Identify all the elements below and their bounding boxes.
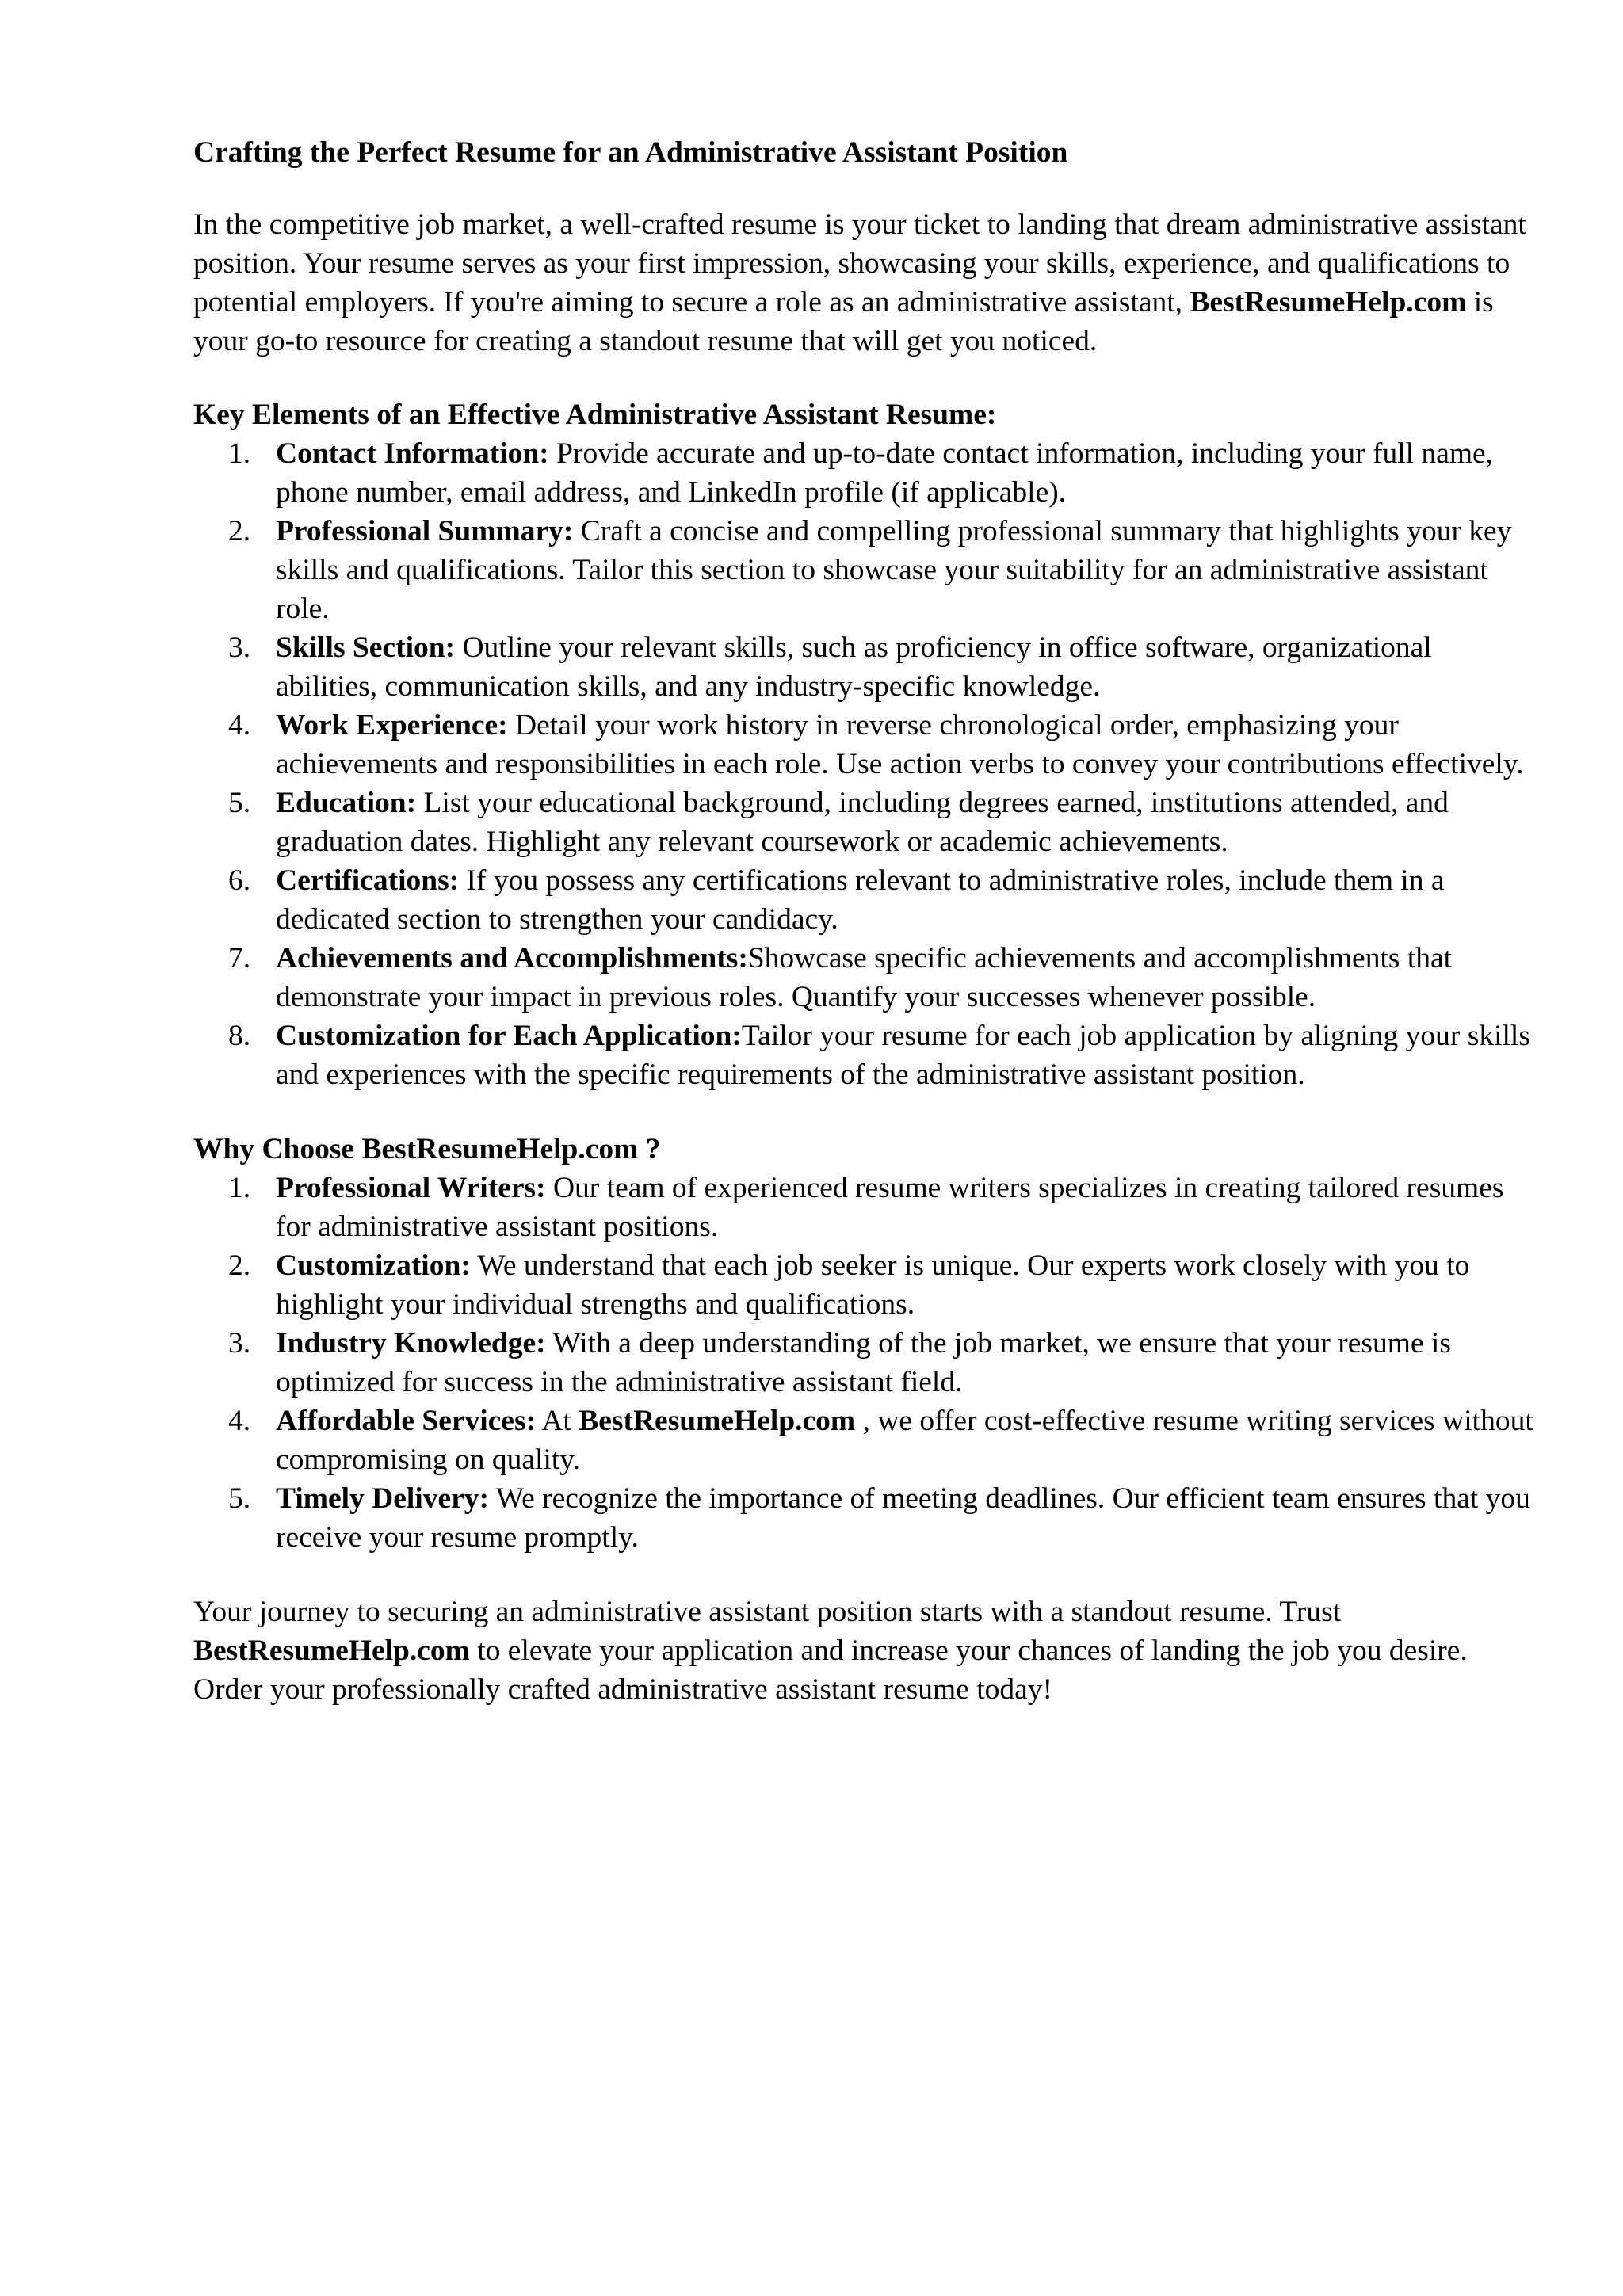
list-item-label: Timely Delivery: xyxy=(276,1482,490,1515)
list-item-text: Craft a concise and compelling professional summary that highlights your key skills and qualifications. Tailor this section to showcase your suitability for an administrative assistant role. xyxy=(276,515,1512,625)
list-item-text: We recognize the importance of meeting deadlines. Our efficient team ensures that you receive your resume promptly. xyxy=(276,1482,1530,1554)
list-item-number: 4. xyxy=(228,709,251,742)
intro-brand: BestResumeHelp.com xyxy=(1190,286,1467,318)
list-item-number: 2. xyxy=(228,515,251,547)
list-item-text: Our team of experienced resume writers specializes in creating tailored resumes for administrative assistant positions. xyxy=(276,1172,1504,1243)
list-item-text: List your educational background, including degrees earned, institutions attended, and graduation dates. Highlight any relevant coursework or academic achievements. xyxy=(276,787,1449,858)
list-item xyxy=(193,1479,1541,1557)
document-page xyxy=(193,133,1541,1709)
list-item xyxy=(193,434,1541,512)
document-title: Crafting the Perfect Resume for an Administrative Assistant Position xyxy=(193,136,1068,169)
list-item-number: 7. xyxy=(228,942,251,974)
list-item-label: Customization: xyxy=(276,1249,471,1282)
list-item-label: Education: xyxy=(276,787,417,819)
closing-paragraph xyxy=(193,1592,1541,1709)
list-item-text: Tailor your resume for each job application by aligning your skills and experiences with the specific requirements of the administrative assistant position. xyxy=(276,1020,1530,1091)
list-item xyxy=(193,784,1541,861)
list-item-text: Outline your relevant skills, such as proficiency in office software, organizational abilities, communication skills, and any industry-specific knowledge. xyxy=(276,631,1432,703)
list-item-label: Contact Information: xyxy=(276,437,549,470)
list-item-number: 3. xyxy=(228,1327,251,1360)
list-item-text: If you possess any certifications relevant to administrative roles, include them in a dedicated section to strengthen your candidacy. xyxy=(276,864,1445,936)
list-item-label: Skills Section: xyxy=(276,631,456,664)
list-item-number: 8. xyxy=(228,1020,251,1052)
list-item-number: 4. xyxy=(228,1405,251,1437)
list-item-label: Professional Summary: xyxy=(276,515,574,547)
key-elements-heading: Key Elements of an Effective Administrative Assistant Resume: xyxy=(193,399,997,431)
list-item-number: 6. xyxy=(228,864,251,897)
list-item xyxy=(193,939,1541,1016)
list-item-label: Certifications: xyxy=(276,864,460,897)
intro-paragraph xyxy=(193,205,1541,360)
list-item xyxy=(193,1169,1541,1246)
list-item-number: 1. xyxy=(228,1172,251,1204)
list-item-label: Industry Knowledge: xyxy=(276,1327,546,1360)
closing-text-before: Your journey to securing an administrative assistant position starts with a standout resume. Trust xyxy=(193,1596,1342,1628)
list-item-text: With a deep understanding of the job market, we ensure that your resume is optimized for success in the administrative assistant field. xyxy=(276,1327,1451,1398)
list-item-number: 3. xyxy=(228,631,251,664)
list-item-label: Customization for Each Application: xyxy=(276,1020,742,1052)
key-elements-list xyxy=(193,434,1541,1094)
closing-brand: BestResumeHelp.com xyxy=(193,1634,470,1667)
list-item-label: Achievements and Accomplishments: xyxy=(276,942,748,974)
closing-text-after: to elevate your application and increase your chances of landing the job you desire. Order your professionally crafted administrative assistant resume today! xyxy=(193,1634,1468,1706)
list-item xyxy=(193,1246,1541,1324)
list-item xyxy=(193,1324,1541,1402)
list-item-text: , we offer cost-effective resume writing services without compromising on quality. xyxy=(276,1405,1533,1476)
list-item xyxy=(193,706,1541,784)
why-choose-list xyxy=(193,1169,1541,1557)
list-item xyxy=(193,1016,1541,1094)
list-item-text-before: At xyxy=(536,1405,579,1437)
list-item-text: Provide accurate and up-to-date contact information, including your full name, phone number, email address, and LinkedIn profile (if applicable). xyxy=(276,437,1494,509)
list-item-number: 2. xyxy=(228,1249,251,1282)
list-item-label: Affordable Services: xyxy=(276,1405,537,1437)
list-item-text: We understand that each job seeker is unique. Our experts work closely with you to highlight your individual strengths and qualifications. xyxy=(276,1249,1470,1321)
intro-text-after: is your go-to resource for creating a standout resume that will get you noticed. xyxy=(193,286,1494,357)
list-item-label: Professional Writers: xyxy=(276,1172,546,1204)
list-item xyxy=(193,628,1541,706)
intro-text-before: In the competitive job market, a well-crafted resume is your ticket to landing that dream administrative assistant position. Your resume serves as your first impression, showcasing your skills, experience, and qualifications to potential employers. If you're aiming to secure a role as an administrative assistant, xyxy=(193,208,1526,318)
list-item xyxy=(193,512,1541,628)
list-item-label: Work Experience: xyxy=(276,709,508,742)
list-item-number: 5. xyxy=(228,787,251,819)
why-choose-heading: Why Choose BestResumeHelp.com ? xyxy=(193,1133,661,1165)
list-item-number: 1. xyxy=(228,437,251,470)
list-item-text: Detail your work history in reverse chronological order, emphasizing your achievements and responsibilities in each role. Use action verbs to convey your contributions effectively. xyxy=(276,709,1524,780)
list-item xyxy=(193,1402,1541,1479)
list-item-number: 5. xyxy=(228,1482,251,1515)
list-item-brand: BestResumeHelp.com xyxy=(579,1405,856,1437)
list-item-text: Showcase specific achievements and accomplishments that demonstrate your impact in previous roles. Quantify your successes whenever possible. xyxy=(276,942,1453,1013)
list-item xyxy=(193,861,1541,939)
